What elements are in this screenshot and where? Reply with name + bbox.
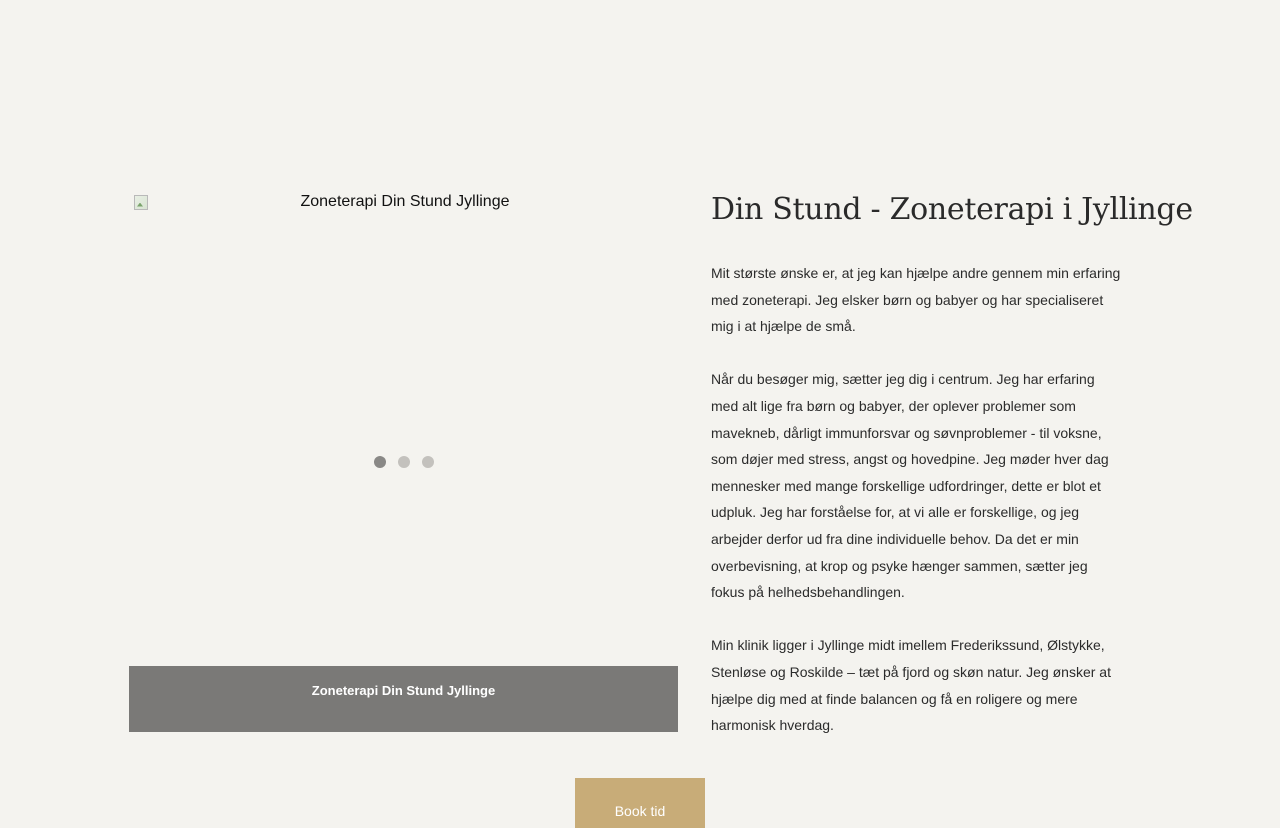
slideshow-dot-2[interactable] <box>398 456 410 468</box>
slideshow-dot-1[interactable] <box>374 456 386 468</box>
slide-image[interactable] <box>134 192 673 212</box>
book-appointment-button[interactable]: Book tid <box>575 778 705 828</box>
slide-caption <box>129 666 678 732</box>
slideshow-dots <box>374 456 434 468</box>
intro-paragraph-2: Når du besøger mig, sætter jeg dig i centrum. Jeg har erfaring med alt lige fra børn og babyer, der oplever problemer som mavekneb, dårligt immunforsvar og søvnproblemer - til voksne, som døjer med stress, angst og hovedpine. Jeg møder hver dag mennesker med mange forskellige udfordringer, dette er blot et udpluk. Jeg har forståelse for, at vi alle er forskellige, og jeg arbejder derfor ud fra dine individuelle behov. Da det er min overbevisning, at krop og psyke hænger sammen, sætter jeg fokus på helhedsbehandlingen. <box>711 371 1109 601</box>
slideshow-dot-3[interactable] <box>422 456 434 468</box>
slide-image-alt-text: Zoneterapi Din Stund Jyllinge <box>300 193 510 210</box>
page-title: Din Stund - Zoneterapi i Jyllinge <box>711 192 1193 227</box>
slide-caption-text: Zoneterapi Din Stund Jyllinge <box>311 683 496 698</box>
intro-paragraph-1: Mit største ønske er, at jeg kan hjælpe andre gennem min erfaring med zoneterapi. Jeg elsker børn og babyer og har specialiseret mig i at hjælpe de små. <box>711 265 1121 335</box>
intro-paragraph-3: Min klinik ligger i Jyllinge midt imellem Frederikssund, Ølstykke, Stenløse og Roskilde – tæt på fjord og skøn natur. Jeg ønsker at hjælpe dig med at finde balancen og få en roligere og mere harmonisk hverdag. <box>711 637 1111 734</box>
intro-content <box>711 186 1193 739</box>
broken-image-icon <box>134 195 148 210</box>
image-slideshow <box>129 186 678 732</box>
